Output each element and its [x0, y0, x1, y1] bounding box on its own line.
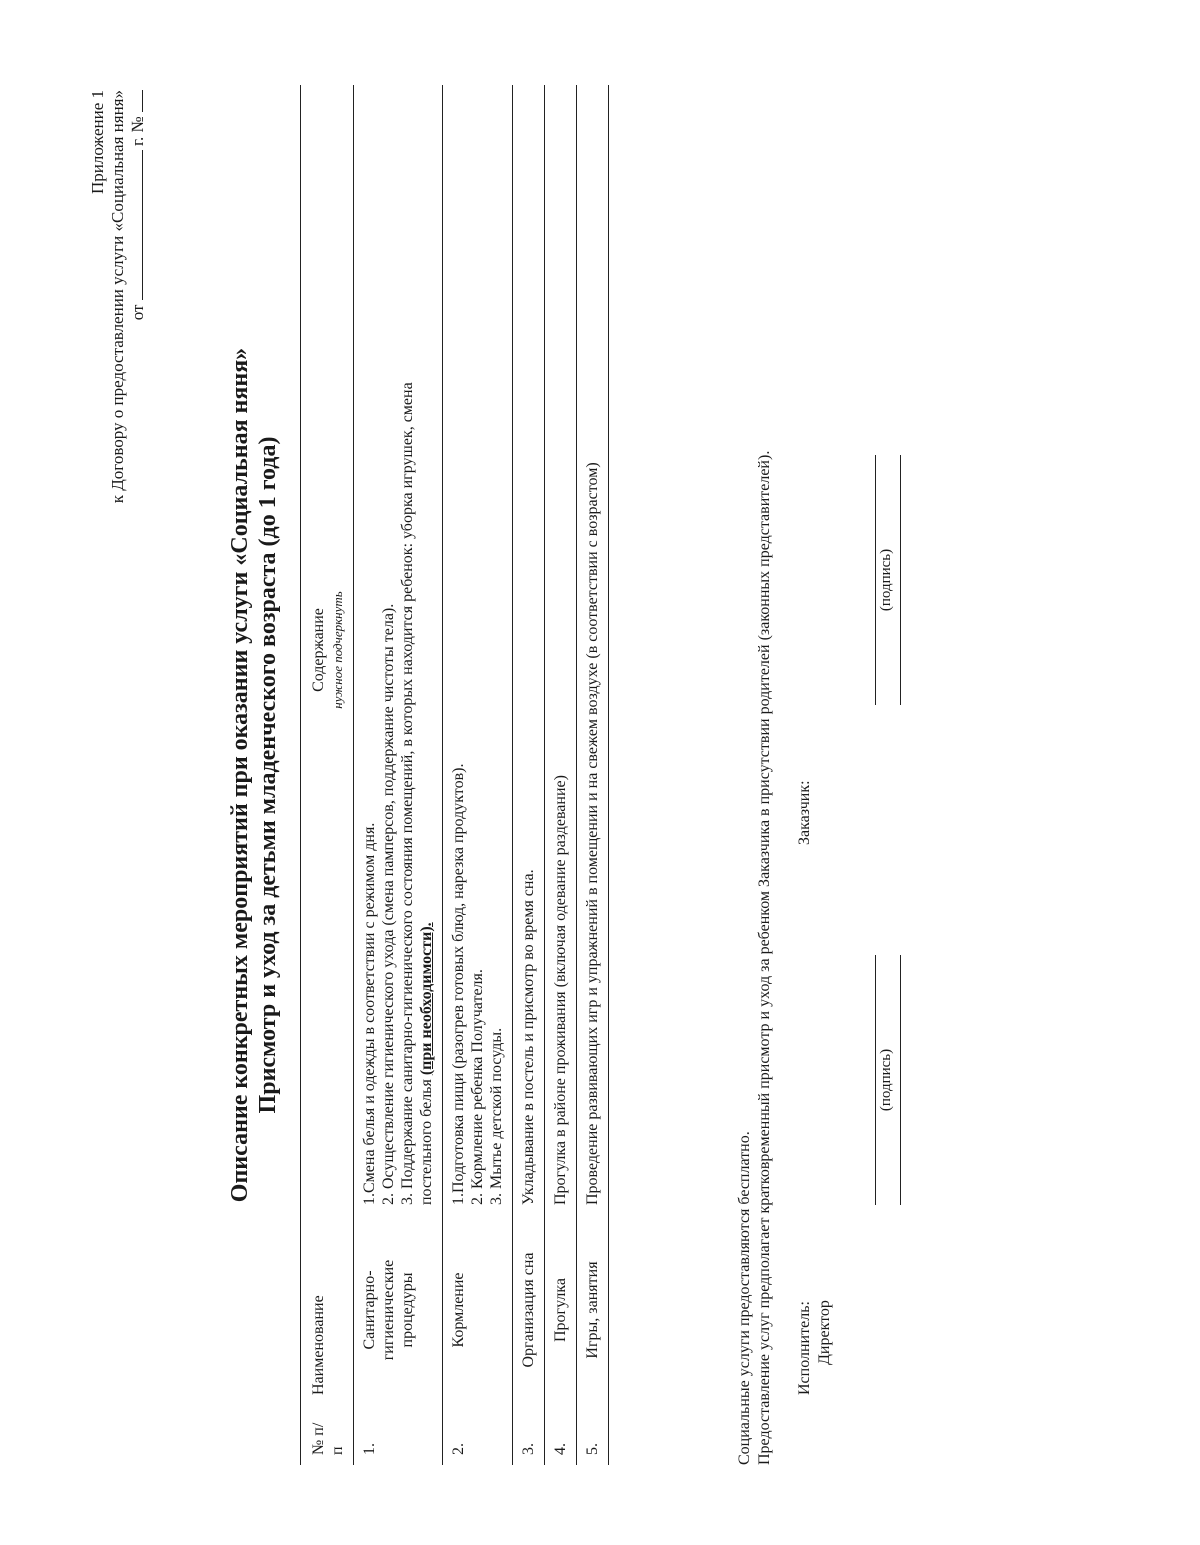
appendix-number: г. № — [128, 116, 147, 147]
date-blank — [128, 150, 143, 300]
table-row — [354, 85, 443, 1465]
row-content — [354, 85, 443, 1215]
executor-label: Исполнитель: — [796, 1301, 813, 1395]
content-item-tail-text: постельного белья — [418, 1079, 435, 1205]
table-row — [577, 85, 609, 1465]
appendix-title: Приложение 1 — [88, 90, 107, 194]
row-name: Прогулка — [545, 1215, 577, 1405]
header-content — [301, 85, 354, 1215]
appendix-contract-ref: к Договору о предоставлении услуги «Социальная няня» — [108, 90, 127, 504]
content-item: 3. Мытье детской посуды. — [488, 1027, 505, 1205]
note-free-of-charge: Социальные услуги предоставляются бесплатно. — [736, 1131, 753, 1465]
note-supervision: Предоставление услуг предполагает кратковременный присмотр и уход за ребенком Заказчика в присутствии родителей (законных представителей). — [756, 450, 773, 1465]
row-num: 4. — [545, 1405, 577, 1465]
row-name: Кормление — [443, 1215, 513, 1405]
row-num: 3. — [513, 1405, 545, 1465]
title-line-1: Описание конкретных мероприятий при оказании услуги «Социальная няня» — [227, 347, 253, 1203]
customer-label: Заказчик: — [796, 780, 813, 845]
director-label: Директор — [816, 1300, 833, 1365]
content-item-tail-emphasis: (при необходимости). — [418, 922, 435, 1076]
customer-block — [795, 780, 815, 845]
row-name: Санитарно-гигиенические процедуры — [354, 1215, 443, 1405]
row-num: 5. — [577, 1405, 609, 1465]
appendix-header — [88, 90, 148, 503]
row-content — [513, 85, 545, 1215]
header-num: № п/п — [301, 1405, 354, 1465]
notes — [735, 451, 775, 1465]
table-header-row — [301, 85, 354, 1465]
content-item: 1.Смена белья и одежды в соответствии с режимом дня. — [361, 822, 378, 1205]
signature-label: (подпись) — [878, 548, 894, 612]
table-row — [545, 85, 577, 1465]
row-name: Игры, занятия — [577, 1215, 609, 1405]
content-item: Прогулка в районе проживания (включая одевание раздевание) — [552, 775, 569, 1205]
row-content — [443, 85, 513, 1215]
appendix-date-number — [128, 90, 148, 503]
document-title — [226, 205, 282, 1345]
row-num: 2. — [443, 1405, 513, 1465]
table-row — [443, 85, 513, 1465]
content-item: 3. Поддержание санитарно-гигиенического состояния помещений, в которых находится ребенок: уборка игрушек, смена — [399, 382, 416, 1205]
content-item: 2. Осуществление гигиенического ухода (смена памперсов, поддержание чистоты тела). — [380, 603, 397, 1205]
executor-signature-line — [875, 955, 895, 1205]
content-item: Проведение развивающих игр и упражнений в помещении и на свежем воздухе (в соответствии с возрастом) — [584, 462, 601, 1205]
row-name: Организация сна — [513, 1215, 545, 1405]
customer-signature-line — [875, 455, 895, 705]
header-content-label: Содержание — [310, 608, 327, 692]
row-num: 1. — [354, 1405, 443, 1465]
content-item: 2. Кормление ребенка Получателя. — [469, 969, 486, 1205]
signature-label: (подпись) — [878, 1048, 894, 1112]
header-name: Наименование — [301, 1215, 354, 1405]
row-content — [545, 85, 577, 1215]
content-item-tail — [417, 95, 436, 1205]
executor-block — [795, 1300, 835, 1395]
header-content-note: нужное подчеркнуть — [330, 591, 345, 709]
number-blank — [128, 90, 143, 112]
content-item: Укладывание в постель и присмотр во время сна. — [520, 869, 537, 1205]
services-table — [300, 85, 609, 1465]
title-line-2: Присмотр и уход за детьми младенческого возраста (до 1 года) — [255, 436, 281, 1114]
table-row — [513, 85, 545, 1465]
appendix-from: от — [128, 304, 147, 321]
content-item: 1.Подготовка пищи (разогрев готовых блюд, нарезка продуктов). — [450, 763, 467, 1205]
row-content — [577, 85, 609, 1215]
